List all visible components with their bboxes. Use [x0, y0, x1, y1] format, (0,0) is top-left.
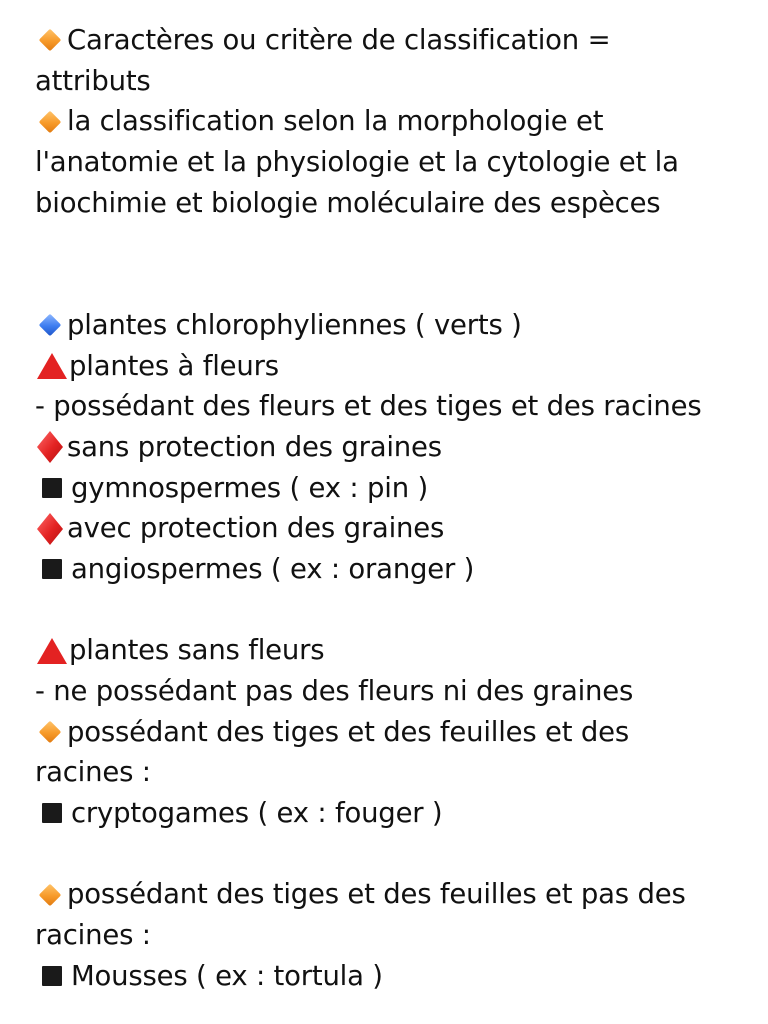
line-non-flowering-plants	[35, 630, 747, 671]
line-text: gymnospermes ( ex : pin )	[71, 471, 428, 504]
line-stems-leaves-roots-cont	[35, 752, 747, 793]
line-text: possédant des tiges et des feuilles et pas des	[67, 878, 686, 911]
line-non-flowering-desc	[35, 671, 747, 712]
line-text: racines :	[35, 756, 151, 789]
line-stems-leaves-no-roots	[35, 874, 747, 915]
line-chlorophyll-plants	[35, 305, 747, 346]
line-text: - possédant des fleurs et des tiges et des racines	[35, 390, 702, 423]
line-text: biochimie et biologie moléculaire des espèces	[35, 186, 661, 219]
line-classification-cont-2	[35, 183, 747, 224]
blank-line	[35, 264, 747, 305]
line-text: avec protection des graines	[67, 512, 445, 545]
black-square-icon	[42, 478, 62, 498]
line-gymnosperms	[35, 468, 747, 509]
line-text: plantes sans fleurs	[69, 634, 325, 667]
blank-line	[35, 590, 747, 631]
blue-diamond-icon	[39, 314, 62, 337]
blank-line	[35, 223, 747, 264]
red-diamond-icon	[35, 430, 65, 464]
red-triangle-icon	[37, 353, 67, 379]
line-flowering-desc	[35, 386, 747, 427]
line-text: sans protection des graines	[67, 430, 442, 463]
orange-diamond-icon	[39, 721, 62, 744]
line-no-seed-protection	[35, 427, 747, 468]
line-text: racines :	[35, 919, 151, 952]
line-seed-protection	[35, 508, 747, 549]
line-text: cryptogames ( ex : fouger )	[71, 797, 443, 830]
orange-diamond-icon	[39, 883, 62, 906]
line-text: possédant des tiges et des feuilles et des	[67, 715, 629, 748]
line-cryptogams	[35, 793, 747, 834]
orange-diamond-icon	[39, 29, 62, 52]
line-text: la classification selon la morphologie et	[67, 105, 604, 138]
line-criteria-cont	[35, 61, 747, 102]
line-text: - ne possédant pas des fleurs ni des graines	[35, 675, 634, 707]
line-angiosperms	[35, 549, 747, 590]
orange-diamond-icon	[39, 110, 62, 133]
line-criteria	[35, 20, 747, 61]
line-mosses	[35, 956, 747, 997]
line-text: attributs	[35, 64, 151, 97]
line-text: Caractères ou critère de classification =	[67, 24, 611, 56]
line-text: l'anatomie et la physiologie et la cytologie et la	[35, 146, 679, 179]
note-body	[35, 20, 747, 997]
red-diamond-icon	[35, 512, 65, 546]
line-text: plantes chlorophyliennes ( verts )	[67, 308, 522, 341]
line-flowering-plants	[35, 346, 747, 387]
line-stems-leaves-roots	[35, 712, 747, 753]
line-classification-cont-1	[35, 142, 747, 183]
red-triangle-icon	[37, 638, 67, 664]
blank-line	[35, 834, 747, 875]
line-text: plantes à fleurs	[69, 349, 279, 382]
black-square-icon	[42, 559, 62, 579]
line-stems-leaves-no-roots-cont	[35, 915, 747, 956]
line-text: Mousses ( ex : tortula )	[71, 959, 383, 992]
black-square-icon	[42, 966, 62, 986]
line-text: angiospermes ( ex : oranger )	[71, 552, 475, 585]
line-classification	[35, 101, 747, 142]
black-square-icon	[42, 803, 62, 823]
